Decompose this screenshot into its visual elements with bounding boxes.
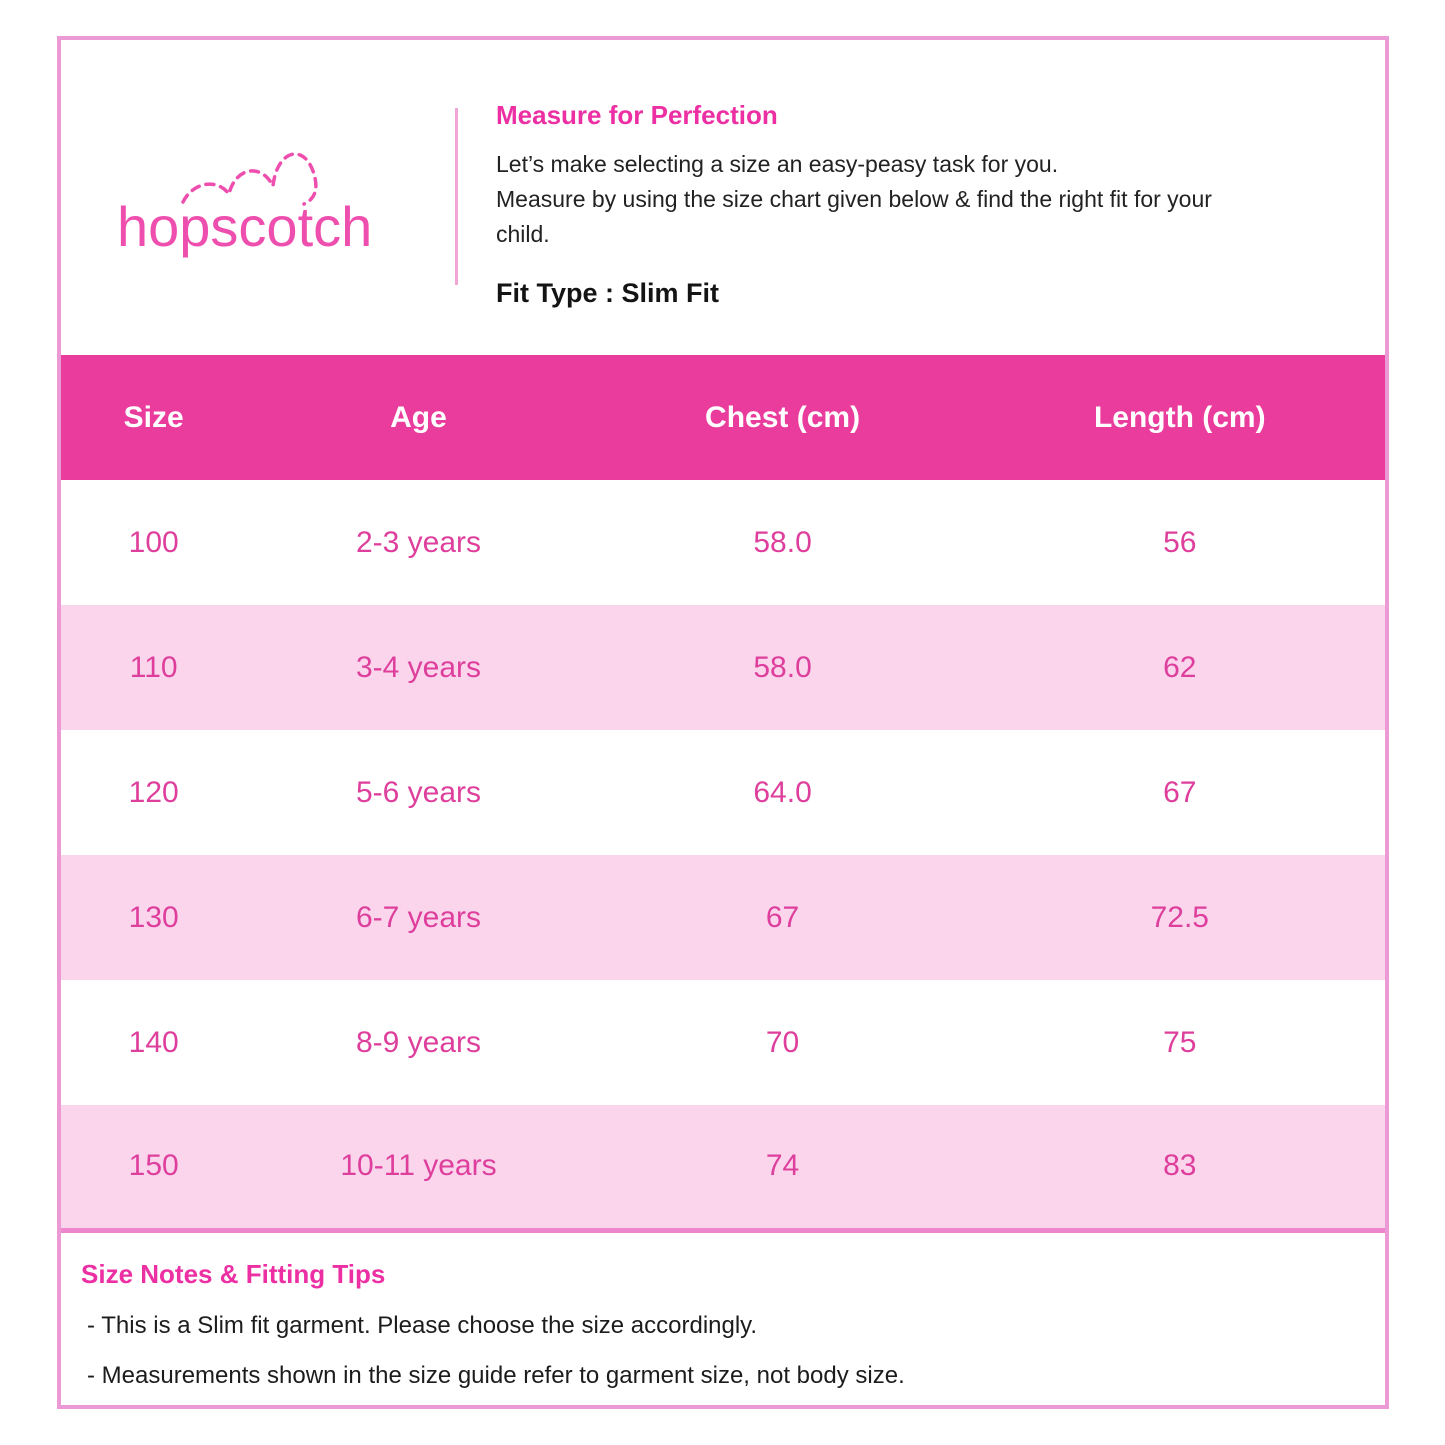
table-header-row <box>61 355 1385 480</box>
table-row <box>61 980 1385 1105</box>
table-cell: 2-3 years <box>246 480 590 605</box>
size-table-body <box>61 480 1385 1230</box>
table-cell: 130 <box>61 855 246 980</box>
table-row <box>61 730 1385 855</box>
table-cell: 110 <box>61 605 246 730</box>
table-row <box>61 855 1385 980</box>
table-cell: 62 <box>975 605 1385 730</box>
table-cell: 100 <box>61 480 246 605</box>
intro-heading: Measure for Perfection <box>496 100 778 130</box>
fit-type-label: Fit Type : Slim Fit <box>496 278 720 308</box>
notes-heading: Size Notes & Fitting Tips <box>81 1258 386 1289</box>
table-cell: 10-11 years <box>246 1105 590 1230</box>
intro-line: Let’s make selecting a size an easy-peasy task for you. <box>496 151 1059 177</box>
table-cell: 64.0 <box>591 730 975 855</box>
note-item: - Measurements shown in the size guide refer to garment size, not body size. <box>87 1361 905 1389</box>
table-row <box>61 480 1385 605</box>
table-row <box>61 1105 1385 1230</box>
column-header: Size <box>61 355 246 480</box>
note-item: - This is a Slim fit garment. Please choose the size accordingly. <box>87 1311 758 1339</box>
table-row <box>61 605 1385 730</box>
table-cell: 58.0 <box>591 605 975 730</box>
table-cell: 150 <box>61 1105 246 1230</box>
logo-text: hopscotch <box>117 194 373 258</box>
table-cell: 120 <box>61 730 246 855</box>
table-cell: 75 <box>975 980 1385 1105</box>
table-cell: 6-7 years <box>246 855 590 980</box>
intro-block <box>458 40 1385 355</box>
column-header: Length (cm) <box>975 355 1385 480</box>
table-cell: 74 <box>591 1105 975 1230</box>
table-cell: 140 <box>61 980 246 1105</box>
table-cell: 5-6 years <box>246 730 590 855</box>
notes-section <box>61 1233 1385 1406</box>
intro-line: Measure by using the size chart given below & find the right fit for your <box>496 186 1212 212</box>
table-cell: 56 <box>975 480 1385 605</box>
table-cell: 8-9 years <box>246 980 590 1105</box>
column-header: Age <box>246 355 590 480</box>
size-table-header <box>61 355 1385 480</box>
intro-line: child. <box>496 221 550 247</box>
table-cell: 58.0 <box>591 480 975 605</box>
brand-logo <box>61 40 455 355</box>
size-guide-card <box>57 36 1389 1409</box>
hopscotch-logo <box>113 132 403 264</box>
table-cell: 3-4 years <box>246 605 590 730</box>
table-cell: 67 <box>975 730 1385 855</box>
table-cell: 70 <box>591 980 975 1105</box>
table-cell: 72.5 <box>975 855 1385 980</box>
table-cell: 83 <box>975 1105 1385 1230</box>
header-section <box>61 40 1385 355</box>
size-table <box>61 355 1385 1233</box>
column-header: Chest (cm) <box>591 355 975 480</box>
table-cell: 67 <box>591 855 975 980</box>
